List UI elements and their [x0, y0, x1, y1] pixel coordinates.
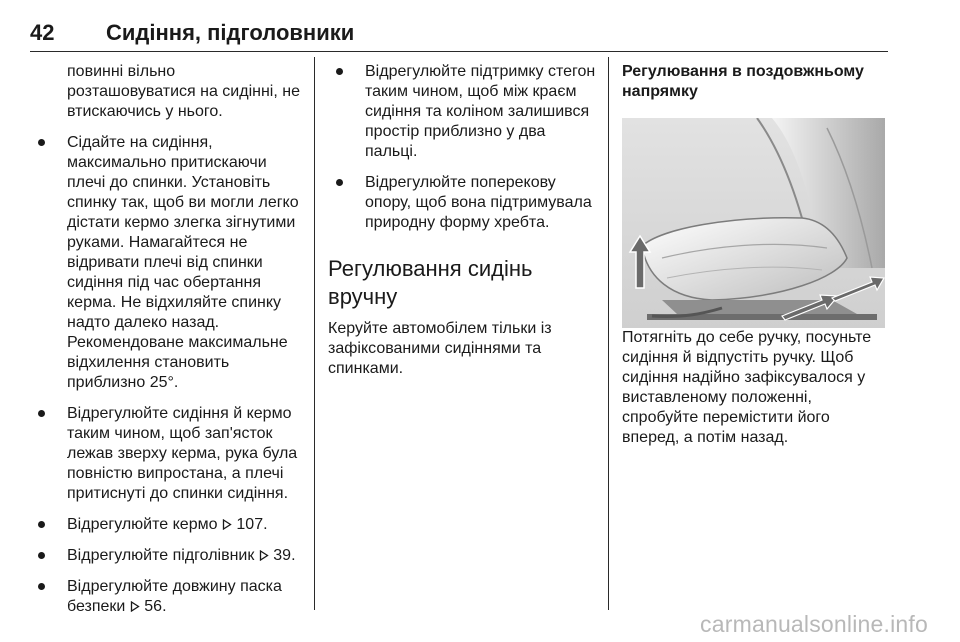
bullet-icon	[38, 410, 45, 417]
text-column-1	[30, 62, 305, 617]
watermark: carmanualsonline.info	[700, 611, 928, 637]
bullet-icon	[336, 68, 343, 75]
continued-paragraph: повинні вільно розташовуватися на сидінні, не втискаючись у нього.	[67, 63, 300, 120]
page-reference-icon	[222, 519, 232, 530]
page-number: 42	[30, 20, 55, 45]
list-item-text: Сідайте на сидіння, максимально притискаючи плечі до спинки. Установіть спинку так, щоб ви могли легко дістати кермо злегка зігнутими руками. Намагайтеся не відривати плечі від спинки сидіння під час обертання керма. Не відхиляйте спинку надто далеко назад. Рекомендоване максимальне відхилення становить приблизно 25°.	[67, 134, 299, 391]
list-item	[30, 515, 305, 535]
page-header	[30, 20, 888, 50]
list-item-text: Відрегулюйте поперекову опору, щоб вона підтримувала природну форму хребта.	[365, 174, 592, 231]
bullet-icon	[38, 139, 45, 146]
list-item	[30, 404, 305, 504]
text-column-3	[622, 62, 890, 448]
list-item	[328, 62, 598, 162]
bullet-icon	[38, 583, 45, 590]
list-item	[30, 133, 305, 393]
page-title: Сидіння, підголовники	[106, 20, 355, 45]
page-reference[interactable]: 107.	[236, 516, 268, 533]
page-reference[interactable]: 39.	[273, 547, 296, 564]
figure-caption: Потягніть до себе ручку, посуньте сидіння й відпустіть ручку. Щоб сидіння надійно зафіксувалося у виставленому положенні, спробуйте перемістити його вперед, а потім назад.	[622, 329, 872, 446]
list-item-text: Відрегулюйте кермо	[67, 516, 218, 533]
bullet-icon	[38, 552, 45, 559]
page-reference[interactable]: 56.	[144, 598, 167, 615]
list-item-text: Відрегулюйте сидіння й кермо таким чином, щоб зап'ясток лежав зверху керма, рука була повністю випростана, а плечі притиснуті до спинки сидіння.	[67, 405, 298, 502]
bullet-icon	[38, 521, 45, 528]
list-item	[328, 173, 598, 233]
header-divider	[30, 51, 888, 52]
list-item-text: Відрегулюйте підтримку стегон таким чином, щоб між краєм сидіння та коліном залишився простір приблизно у два пальці.	[365, 63, 596, 160]
bullet-icon	[336, 179, 343, 186]
page-reference-icon	[259, 550, 269, 561]
section-heading: Регулювання сидінь вручну	[328, 256, 533, 309]
column-divider-2	[608, 57, 609, 610]
list-item	[30, 577, 305, 617]
list-item-text: Відрегулюйте довжину паска безпеки	[67, 578, 282, 615]
seat-adjustment-illustration	[622, 118, 885, 328]
page-reference-icon	[130, 601, 140, 612]
column-divider-1	[314, 57, 315, 610]
list-item-text: Відрегулюйте підголівник	[67, 547, 255, 564]
section-paragraph: Керуйте автомобілем тільки із зафіксованими сидіннями та спинками.	[328, 320, 552, 377]
subsection-heading: Регулювання в поздовжньому напрямку	[622, 63, 864, 100]
text-column-2	[328, 62, 598, 379]
list-item	[30, 546, 305, 566]
